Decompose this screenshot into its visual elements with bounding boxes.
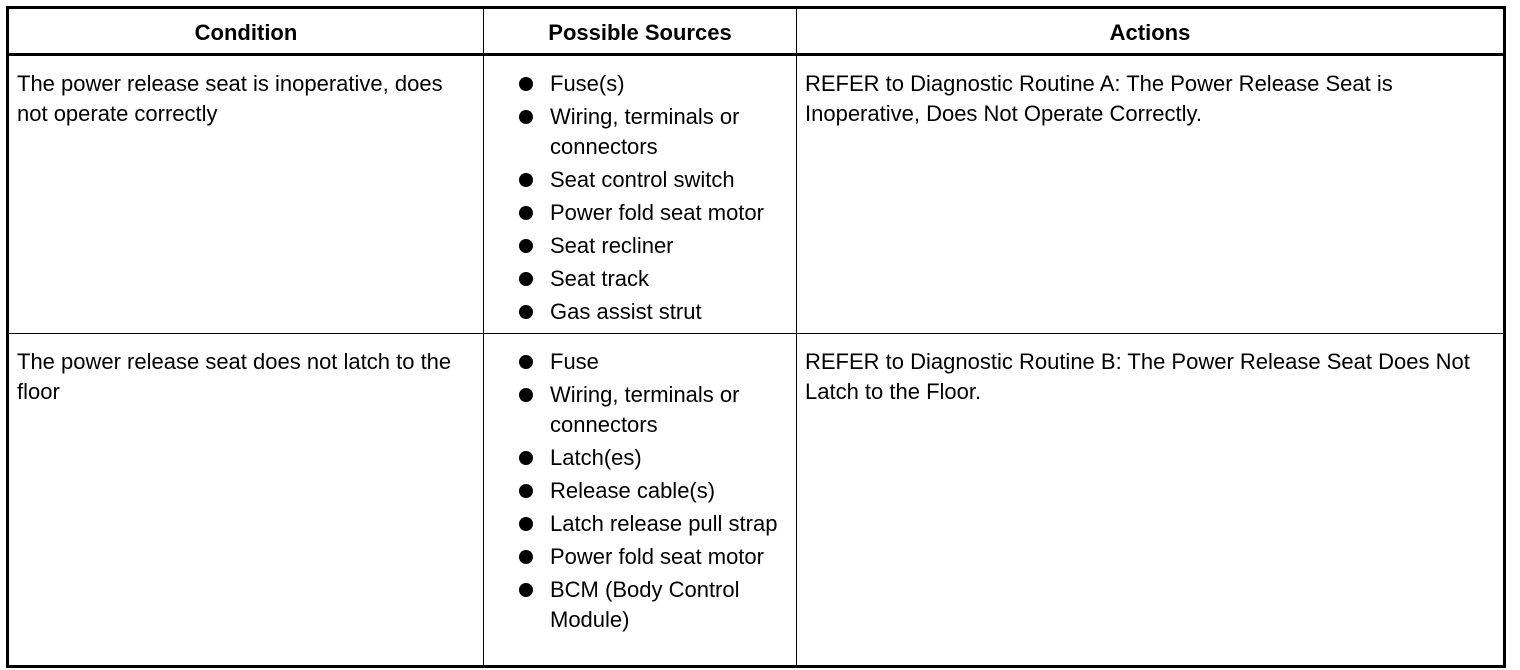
source-item: Latch release pull strap (516, 509, 788, 539)
header-row (8, 8, 1505, 55)
sources-list (492, 347, 788, 635)
source-item: Release cable(s) (516, 476, 788, 506)
source-item: BCM (Body Control Module) (516, 575, 788, 635)
action-cell: REFER to Diagnostic Routine B: The Power Release Seat Does Not Latch to the Floor. (797, 334, 1505, 667)
table-row (8, 334, 1505, 667)
source-item: Power fold seat motor (516, 198, 788, 228)
diagnostic-table (6, 6, 1506, 668)
condition-cell: The power release seat does not latch to the floor (8, 334, 484, 667)
header-condition: Condition (8, 8, 484, 55)
header-actions: Actions (797, 8, 1505, 55)
source-item: Power fold seat motor (516, 542, 788, 572)
source-item: Seat track (516, 264, 788, 294)
sources-list (492, 69, 788, 327)
source-item: Seat control switch (516, 165, 788, 195)
source-item: Latch(es) (516, 443, 788, 473)
sources-cell (484, 55, 797, 334)
source-item: Gas assist strut (516, 297, 788, 327)
action-cell: REFER to Diagnostic Routine A: The Power Release Seat is Inoperative, Does Not Operate Correctly. (797, 55, 1505, 334)
source-item: Fuse(s) (516, 69, 788, 99)
table-header (8, 8, 1505, 55)
table-body (8, 55, 1505, 667)
source-item: Seat recliner (516, 231, 788, 261)
source-item: Wiring, terminals or connectors (516, 380, 788, 440)
source-item: Wiring, terminals or connectors (516, 102, 788, 162)
source-item: Fuse (516, 347, 788, 377)
table-row (8, 55, 1505, 334)
sources-cell (484, 334, 797, 667)
header-possible-sources: Possible Sources (484, 8, 797, 55)
condition-cell: The power release seat is inoperative, does not operate correctly (8, 55, 484, 334)
